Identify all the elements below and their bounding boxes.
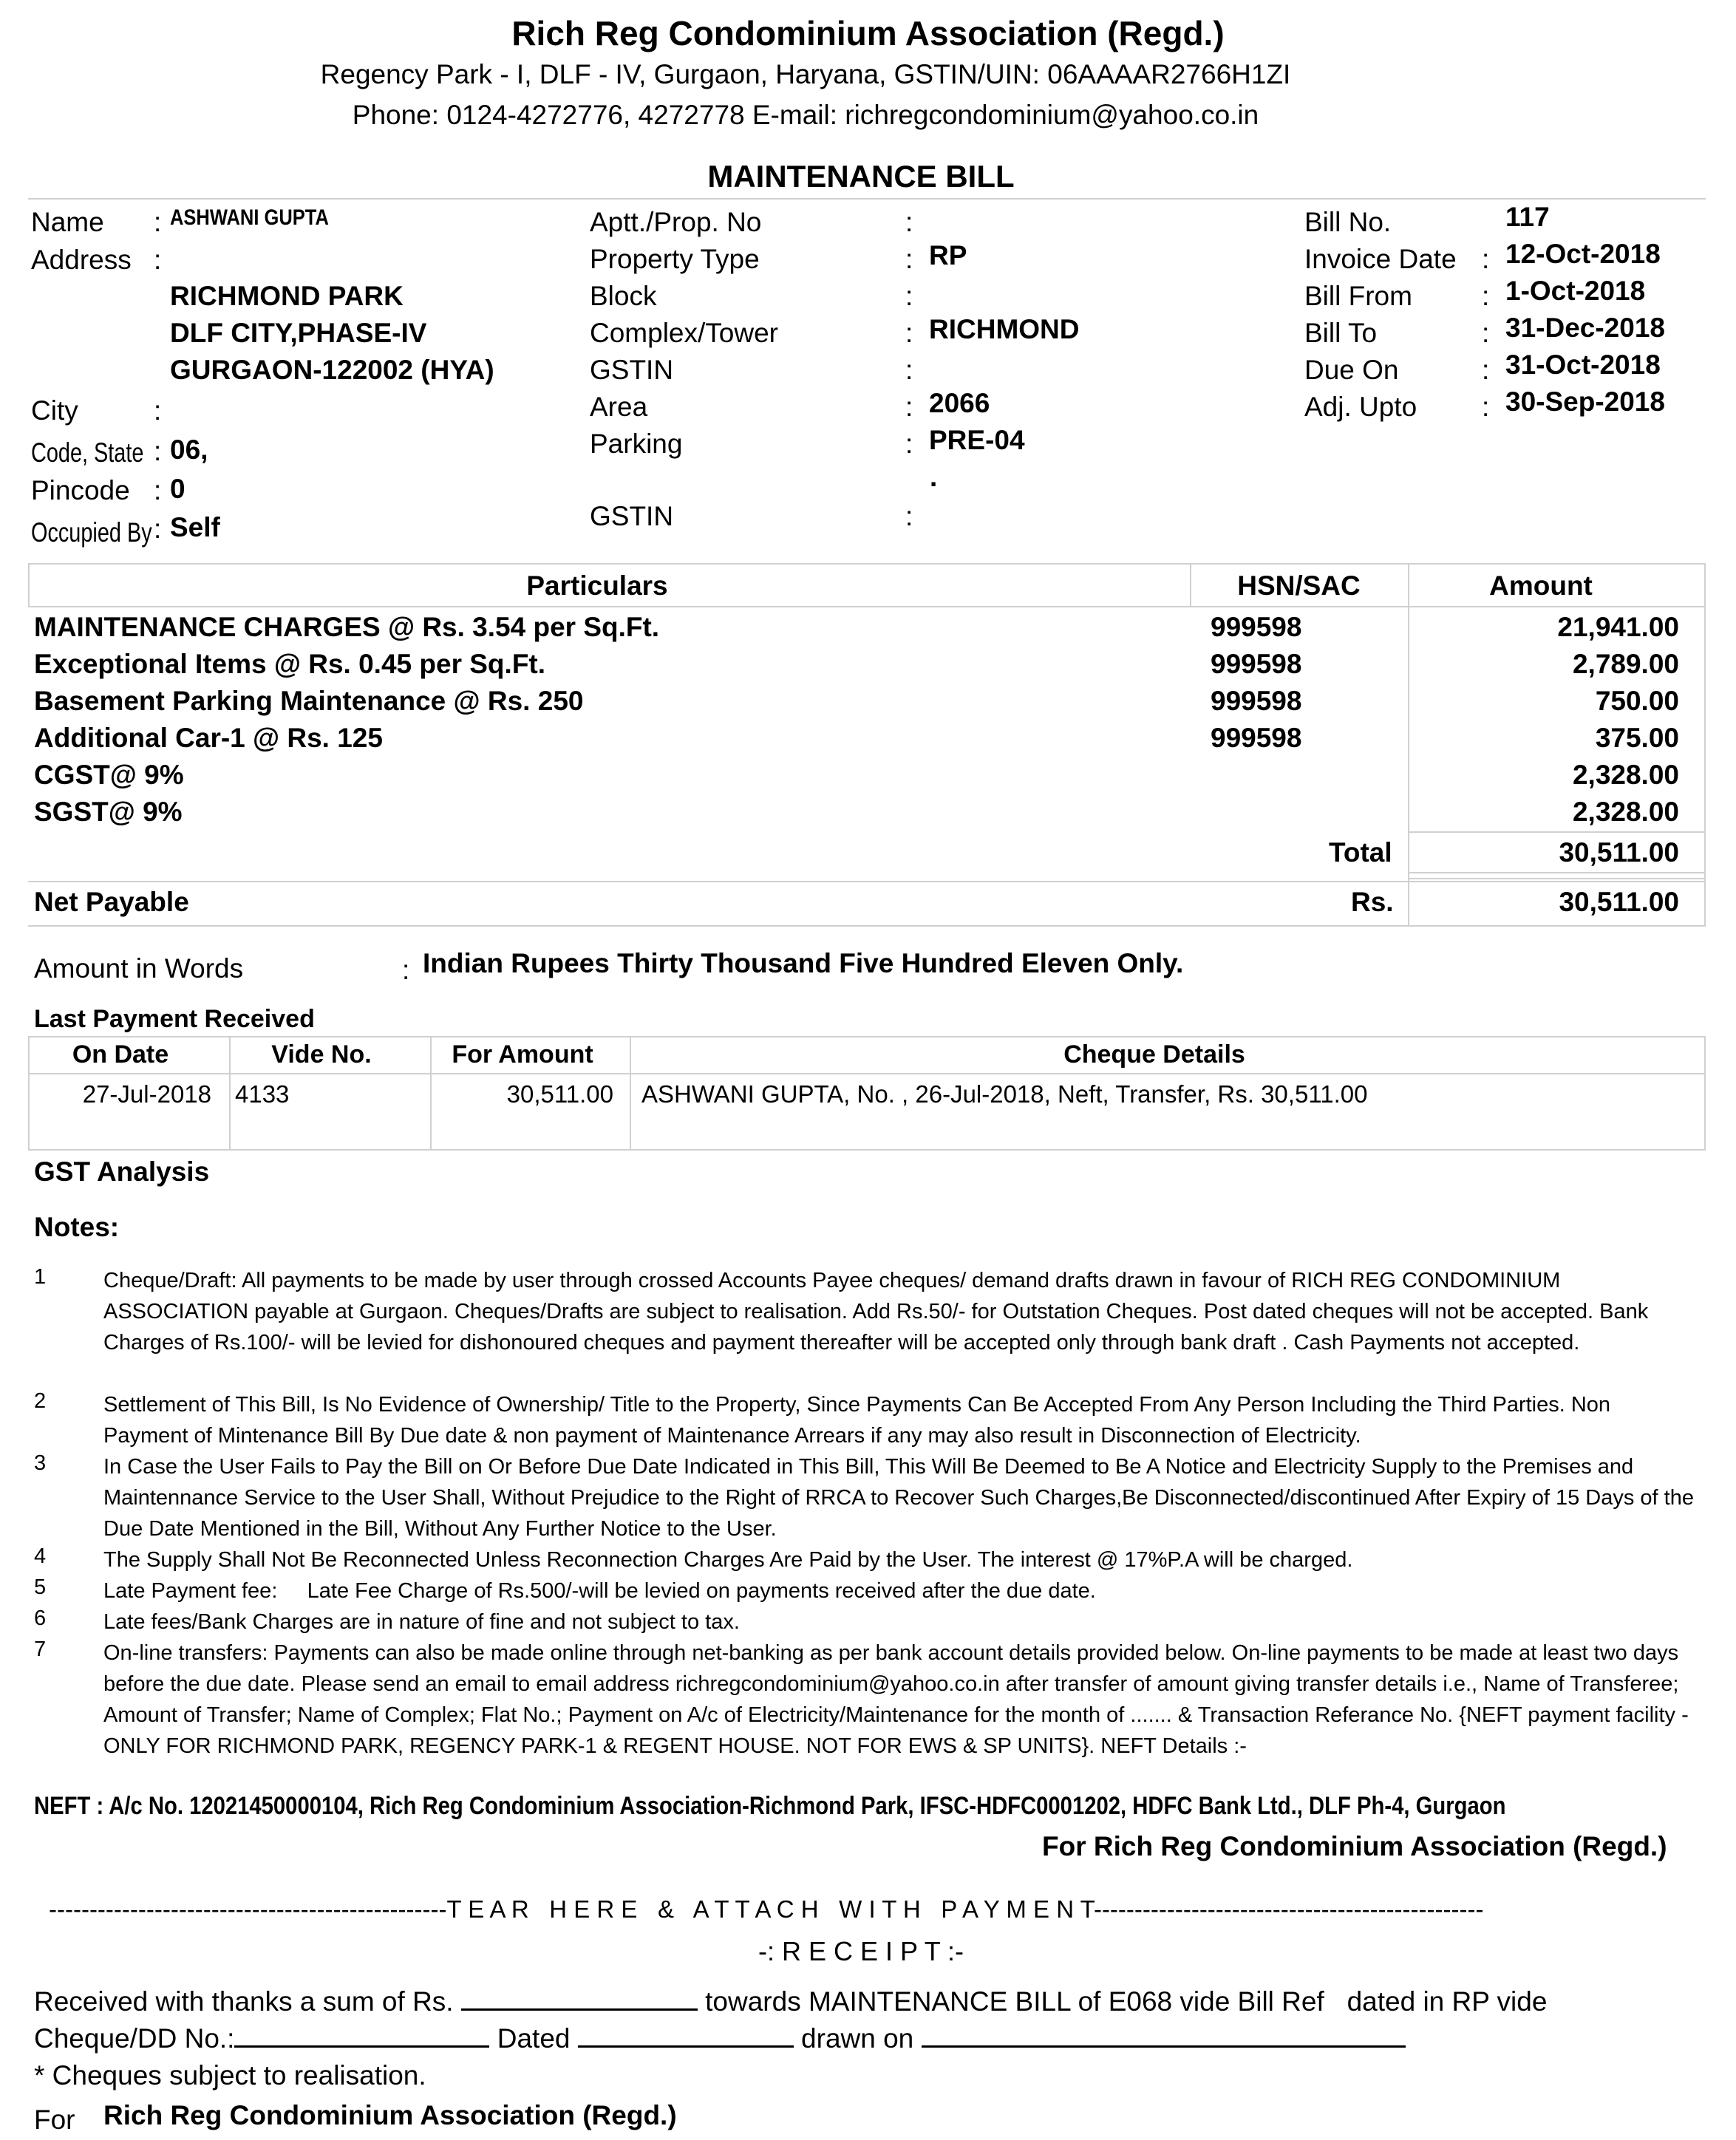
- code-state-value: 06,: [170, 435, 208, 465]
- colon: :: [905, 281, 913, 311]
- row-description: Exceptional Items @ Rs. 0.45 per Sq.Ft.: [34, 649, 546, 679]
- cheque-label: Cheque/DD No.:: [34, 2023, 235, 2054]
- receipt-for-label: For: [34, 2105, 75, 2135]
- row-description: Basement Parking Maintenance @ Rs. 250: [34, 686, 584, 716]
- colon: :: [905, 207, 913, 237]
- area-value: 2066: [929, 388, 990, 418]
- receipt-title: -: R E C E I P T :-: [758, 1936, 964, 1966]
- colon: :: [154, 436, 162, 466]
- dated-blank[interactable]: [578, 2023, 794, 2048]
- parking-value: PRE-04: [929, 425, 1025, 455]
- row-description: Additional Car-1 @ Rs. 125: [34, 723, 383, 753]
- amount-words-value: Indian Rupees Thirty Thousand Five Hundred Eleven Only.: [423, 948, 1184, 978]
- colon: :: [1482, 318, 1490, 348]
- note-number: 4: [34, 1544, 47, 1568]
- due-on-label: Due On: [1304, 355, 1399, 385]
- row-amount: 2,789.00: [1572, 649, 1679, 679]
- row-amount: 2,328.00: [1572, 760, 1679, 790]
- note-number: 5: [34, 1575, 47, 1599]
- colon: :: [1482, 355, 1490, 385]
- pincode-label: Pincode: [31, 475, 130, 505]
- colon: :: [154, 245, 162, 275]
- last-payment-title: Last Payment Received: [34, 1005, 315, 1033]
- total-top-border: [1408, 831, 1706, 833]
- cheque-no-blank[interactable]: [234, 2023, 489, 2048]
- colon: :: [154, 514, 162, 544]
- total-double-line-2: [1408, 878, 1706, 879]
- apt-label: Aptt./Prop. No: [590, 207, 762, 237]
- lp-for-amount: 30,511.00: [506, 1080, 613, 1108]
- total-value: 30,511.00: [1559, 837, 1679, 868]
- address-line-3: GURGAON-122002 (HYA): [170, 355, 494, 385]
- occupied-by-value: Self: [170, 512, 220, 542]
- receipt-received-line: [34, 1986, 1547, 2017]
- net-payable-top-border: [28, 881, 1706, 882]
- gstin-label-2: GSTIN: [590, 501, 674, 531]
- net-payable-bottom-border: [28, 925, 1706, 927]
- lp-top-border: [28, 1036, 1706, 1037]
- occupied-by-label: Occupied By: [31, 517, 152, 548]
- address-line-1: RICHMOND PARK: [170, 281, 404, 311]
- area-label: Area: [590, 392, 648, 422]
- total-label: Total: [1329, 837, 1392, 868]
- colon: :: [1482, 392, 1490, 422]
- title-divider: [28, 198, 1706, 200]
- dated-label: Dated: [497, 2023, 571, 2054]
- property-type-label: Property Type: [590, 244, 760, 274]
- row-amount: 2,328.00: [1572, 797, 1679, 827]
- colon: :: [154, 475, 162, 505]
- bill-from-label: Bill From: [1304, 281, 1412, 311]
- colon: :: [154, 207, 162, 237]
- dot-marker: .: [930, 462, 938, 492]
- name-label: Name: [31, 207, 104, 237]
- lp-header-on-date: On Date: [72, 1040, 169, 1069]
- header-particulars: Particulars: [526, 570, 668, 601]
- pincode-value: 0: [170, 474, 185, 504]
- organization-name: Rich Reg Condominium Association (Regd.): [511, 14, 1225, 52]
- row-hsn: 999598: [1211, 686, 1302, 716]
- note-number: 3: [34, 1451, 47, 1475]
- note-number: 1: [34, 1265, 47, 1289]
- adj-upto-value: 30-Sep-2018: [1505, 386, 1665, 417]
- lp-header-border: [28, 1073, 1706, 1074]
- drawn-on-label: drawn on: [801, 2023, 914, 2054]
- colon: :: [905, 501, 913, 531]
- amount-blank[interactable]: [461, 1986, 698, 2011]
- received-text-2: towards MAINTENANCE BILL of E068 vide Bill Ref dated in RP vide: [705, 1986, 1548, 2017]
- note-number: 6: [34, 1606, 47, 1630]
- colon: :: [905, 318, 913, 348]
- bill-no-label: Bill No.: [1304, 207, 1392, 237]
- total-double-line-1: [1408, 872, 1706, 873]
- invoice-date-label: Invoice Date: [1304, 244, 1457, 274]
- lp-vide-no: 4133: [235, 1080, 290, 1108]
- row-amount: 750.00: [1595, 686, 1679, 716]
- note-text: In Case the User Fails to Pay the Bill on Or Before Due Date Indicated in This Bill, This Will Be Deemed to Be A Notice and Electricity Supply to the Premises and Maintennance Service to the User Shall, Without Prejudice to the Right of RRCA to Recover Such Charges,Be Disconnected/discontinued After Expiry of 15 Days of the Due Date Mentioned in the Bill, Without Any Further Notice to the User.: [103, 1455, 1694, 1541]
- lp-header-for-amount: For Amount: [452, 1040, 593, 1069]
- complex-value: RICHMOND: [929, 314, 1080, 344]
- bill-to-value: 31-Dec-2018: [1505, 313, 1665, 343]
- colon: :: [905, 392, 913, 422]
- note-text: Cheque/Draft: All payments to be made by user through crossed Accounts Payee cheques/ demand drafts drawn in favour of RICH REG CONDOMINIUM ASSOCIATION payable at Gurgaon. Cheques/Drafts are subject to realisation. Add Rs.50/- for Outstation Cheques. Post dated cheques will not be accepted. Bank Charges of Rs.100/- will be levied for dishonoured cheques and payment thereafter will be accepted only through bank draft . Cash Payments not accepted.: [103, 1269, 1649, 1354]
- row-description: SGST@ 9%: [34, 797, 183, 827]
- gst-analysis-title: GST Analysis: [34, 1156, 210, 1187]
- colon: :: [154, 395, 162, 426]
- row-hsn: 999598: [1211, 649, 1302, 679]
- lp-header-vide-no: Vide No.: [271, 1040, 372, 1069]
- lp-col-border: [1704, 1036, 1706, 1149]
- row-description: MAINTENANCE CHARGES @ Rs. 3.54 per Sq.Ft.: [34, 612, 660, 642]
- receipt-for-org: Rich Reg Condominium Association (Regd.): [103, 2100, 677, 2130]
- address-label: Address: [31, 245, 132, 275]
- city-label: City: [31, 395, 78, 426]
- organization-address: Regency Park - I, DLF - IV, Gurgaon, Haryana, GSTIN/UIN: 06AAAAR2766H1ZI: [320, 59, 1291, 89]
- block-label: Block: [590, 281, 657, 311]
- colon: :: [905, 429, 913, 459]
- realisation-note: * Cheques subject to realisation.: [34, 2060, 426, 2090]
- tear-line: -------------------------------------------------T E A R H E R E & A T T A C H W I T H P A Y M E N T------------------------------------------------: [49, 1895, 1484, 1923]
- note-text: Late Payment fee: Late Fee Charge of Rs.500/-will be levied on payments received after the due date.: [103, 1579, 1096, 1603]
- neft-details: NEFT : A/c No. 12021450000104, Rich Reg Condominium Association-Richmond Park, IFSC-HDFC0001202, HDFC Bank Ltd., DLF Ph-4, Gurgaon: [34, 1792, 1506, 1820]
- gstin-label: GSTIN: [590, 355, 674, 385]
- colon: :: [905, 244, 913, 274]
- notes-title: Notes:: [34, 1212, 120, 1242]
- organization-contact: Phone: 0124-4272776, 4272778 E-mail: richregcondominium@yahoo.co.in: [352, 100, 1259, 130]
- note-number: 7: [34, 1638, 47, 1661]
- row-hsn: 999598: [1211, 612, 1302, 642]
- header-hsn: HSN/SAC: [1237, 570, 1361, 601]
- row-amount: 375.00: [1595, 723, 1679, 753]
- colon: :: [402, 955, 410, 985]
- colon: :: [1482, 281, 1490, 311]
- lp-header-cheque: Cheque Details: [1063, 1040, 1245, 1069]
- lp-bottom-border: [28, 1149, 1706, 1151]
- parking-label: Parking: [590, 429, 683, 459]
- row-hsn: 999598: [1211, 723, 1302, 753]
- adj-upto-label: Adj. Upto: [1304, 392, 1417, 422]
- amount-words-label: Amount in Words: [34, 953, 244, 984]
- received-text-1: Received with thanks a sum of Rs.: [34, 1986, 454, 2017]
- note-text: The Supply Shall Not Be Reconnected Unless Reconnection Charges Are Paid by the User. The interest @ 17%P.A will be charged.: [103, 1548, 1353, 1572]
- invoice-date-value: 12-Oct-2018: [1505, 239, 1661, 269]
- table-top-border: [28, 563, 1706, 565]
- header-amount: Amount: [1489, 570, 1593, 601]
- code-state-label: Code, State: [31, 437, 144, 468]
- lp-cheque-details: ASHWANI GUPTA, No. , 26-Jul-2018, Neft, Transfer, Rs. 30,511.00: [641, 1080, 1368, 1108]
- complex-label: Complex/Tower: [590, 318, 778, 348]
- net-payable-value: 30,511.00: [1559, 887, 1679, 917]
- colon: :: [1482, 244, 1490, 274]
- table-header-border: [28, 606, 1706, 607]
- bill-no-value: 117: [1505, 202, 1550, 232]
- colon: :: [905, 355, 913, 385]
- note-text: On-line transfers: Payments can also be made online through net-banking as per bank account details provided below. On-line payments to be made at least two days before the due date. Please send an email to email address richregcondominium@yahoo.co.in after transfer of amount giving transfer details i.e., Name of Transferee; Amount of Transfer; Name of Complex; Flat No.; Payment on A/c of Electricity/Maintenance for the month of ....... & Transaction Referance No. {NEFT payment facility - ONLY FOR RICHMOND PARK, REGENCY PARK-1 & REGENT HOUSE. NOT FOR EWS & SP UNITS}. NEFT Details :-: [103, 1641, 1689, 1758]
- note-text: Late fees/Bank Charges are in nature of fine and not subject to tax.: [103, 1610, 740, 1634]
- property-type-value: RP: [929, 240, 967, 270]
- lp-on-date: 27-Jul-2018: [82, 1080, 211, 1108]
- bill-to-label: Bill To: [1304, 318, 1378, 348]
- name-value: ASHWANI GUPTA: [170, 205, 329, 230]
- row-description: CGST@ 9%: [34, 760, 184, 790]
- bill-from-value: 1-Oct-2018: [1505, 276, 1646, 306]
- row-amount: 21,941.00: [1557, 612, 1679, 642]
- signatory: For Rich Reg Condominium Association (Regd.): [1042, 1831, 1667, 1861]
- drawn-on-blank[interactable]: [922, 2023, 1406, 2048]
- note-text: Settlement of This Bill, Is No Evidence of Ownership/ Title to the Property, Since Payments Can Be Accepted From Any Person Including the Third Parties. Non Payment of Mintenance Bill By Due date & non payment of Maintenance Arrears if any may also result in Disconnection of Electricity.: [103, 1393, 1611, 1448]
- due-on-value: 31-Oct-2018: [1505, 350, 1661, 380]
- net-payable-label: Net Payable: [34, 887, 189, 917]
- note-number: 2: [34, 1389, 47, 1413]
- net-payable-currency: Rs.: [1351, 887, 1394, 917]
- address-line-2: DLF CITY,PHASE-IV: [170, 318, 427, 348]
- receipt-cheque-line: [34, 2023, 1406, 2054]
- document-title: MAINTENANCE BILL: [707, 159, 1015, 194]
